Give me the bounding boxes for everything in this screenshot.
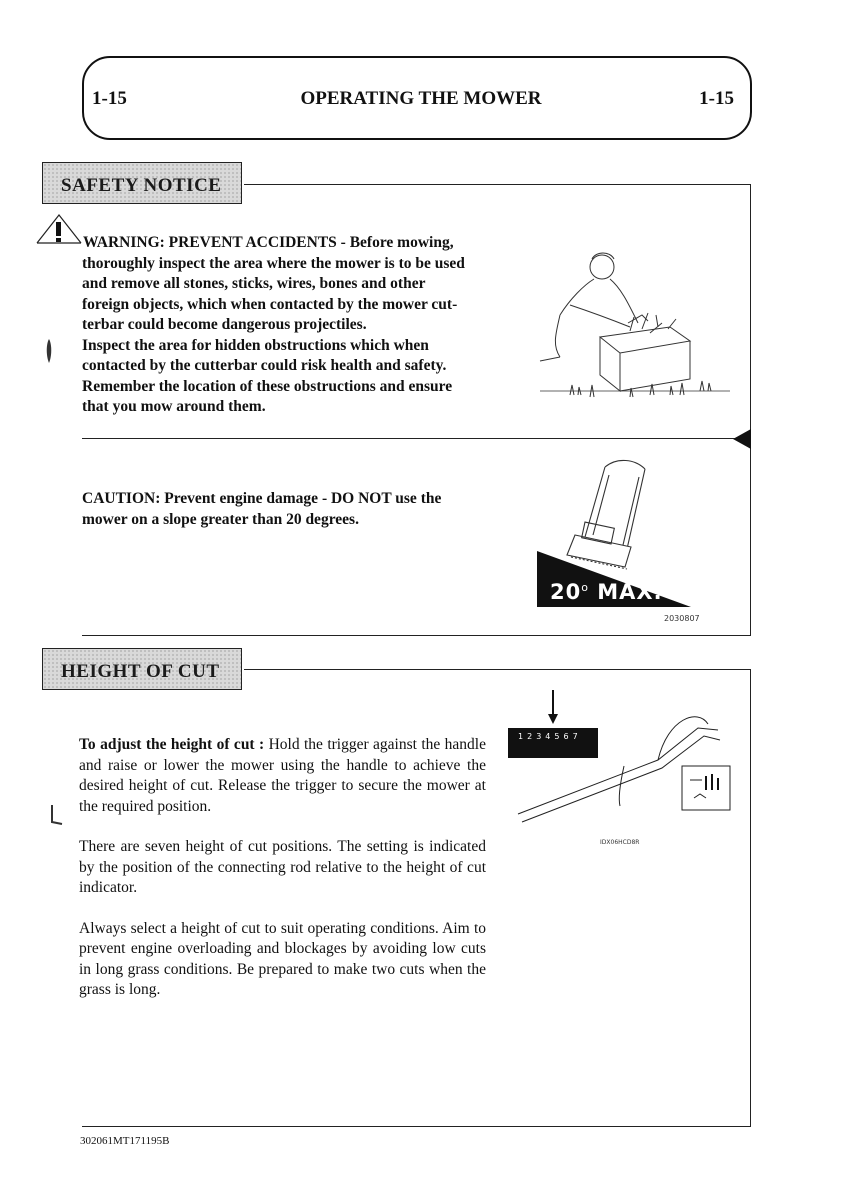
- height-indicator-scale: [518, 732, 582, 741]
- section-rule-right: [750, 669, 751, 1127]
- paragraph-positions: There are seven height of cut positions. The setting is indicated by the position of the connecting rod relative to the height of cut indicator.: [79, 838, 486, 896]
- height-of-cut-heading: HEIGHT OF CUT: [42, 648, 242, 690]
- section-rule: [244, 184, 751, 185]
- page-number-left: 1-15: [92, 88, 127, 109]
- safety-notice-heading: SAFETY NOTICE: [42, 162, 242, 204]
- section-rule-bottom: [82, 1126, 751, 1127]
- height-indicator-illustration: [508, 688, 738, 838]
- arrow-left-icon: [732, 428, 752, 450]
- divider: [82, 438, 738, 439]
- warning-line: that you mow around them.: [82, 398, 266, 415]
- page-title: OPERATING THE MOWER: [300, 88, 542, 109]
- height-of-cut-text: [79, 735, 486, 1001]
- figure-code: 2030807: [664, 614, 700, 623]
- paragraph-advice: Always select a height of cut to suit operating conditions. Aim to prevent engine overloading and blockages by avoiding low cuts in long grass conditions. Be prepared to make two cuts when the grass is long.: [79, 919, 486, 998]
- warning-line: and remove all stones, sticks, wires, bones and other: [82, 275, 426, 292]
- position-label: 3: [536, 732, 546, 741]
- section-rule-bottom: [82, 635, 751, 636]
- slope-label: 20$^o$ MAX.: [550, 580, 663, 604]
- section-rule: [244, 669, 751, 670]
- position-label: 7: [572, 732, 582, 741]
- position-label: 5: [554, 732, 564, 741]
- warning-text: [82, 233, 502, 418]
- paragraph-adjust: [79, 735, 486, 817]
- warning-line: WARNING: PREVENT ACCIDENTS - Before mowing,: [83, 234, 454, 251]
- caution-line: CAUTION: Prevent engine damage - DO NOT use the: [82, 490, 442, 507]
- caution-line: mower on a slope greater than 20 degrees.: [82, 510, 359, 528]
- margin-mark: [44, 338, 54, 364]
- caution-text: [82, 489, 502, 530]
- warning-triangle-icon: [34, 212, 84, 246]
- margin-mark: [44, 804, 64, 826]
- figure-code: IDX06HCD8R: [600, 839, 640, 846]
- debris-clearing-illustration: [530, 245, 730, 415]
- warning-line: foreign objects, which when contacted by the mower cut-: [82, 295, 458, 313]
- warning-line: terbar could become dangerous projectiles.: [82, 316, 367, 333]
- position-label: 4: [545, 732, 555, 741]
- position-label: 2: [527, 732, 537, 741]
- warning-line: Inspect the area for hidden obstructions which when: [82, 336, 429, 354]
- slope-degrees: 20: [550, 580, 582, 604]
- document-code: 302061MT171195B: [80, 1135, 170, 1147]
- paragraph-body: Hold the trigger against the handle and raise or lower the mower using the handle to achieve the desired height of cut. Release the trigger to secure the mower at the required position.: [79, 736, 486, 815]
- section-rule-right: [750, 184, 751, 636]
- position-label: 6: [563, 732, 573, 741]
- warning-line: thoroughly inspect the area where the mower is to be used: [82, 254, 465, 272]
- slope-max: MAX.: [597, 580, 663, 604]
- warning-line: contacted by the cutterbar could risk health and safety.: [82, 357, 447, 374]
- paragraph-lead: To adjust the height of cut :: [79, 736, 265, 753]
- page-number-right: 1-15: [699, 88, 734, 109]
- warning-line: Remember the location of these obstructions and ensure: [82, 377, 453, 395]
- position-label: 1: [518, 732, 528, 741]
